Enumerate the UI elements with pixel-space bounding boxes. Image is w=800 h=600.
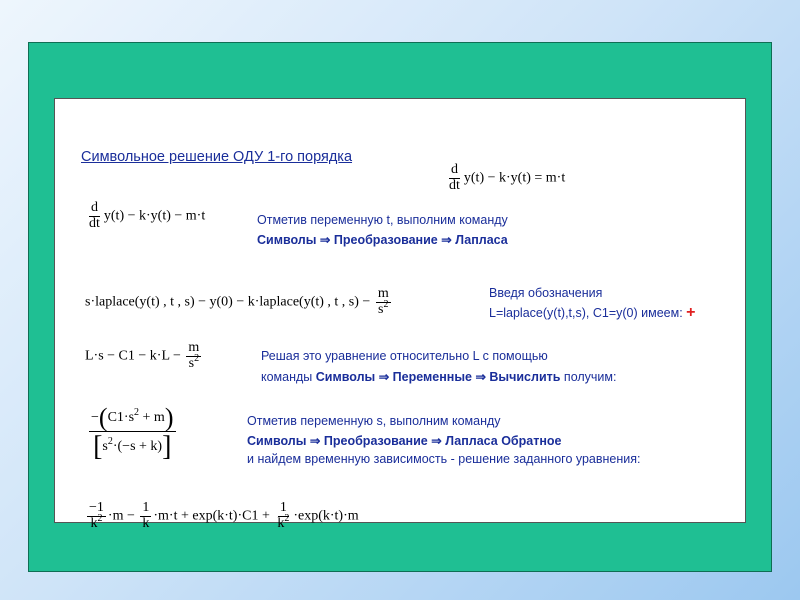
row4-equation: $\frac{-(C1\cdot s^2 + m)}{[s^2\cdot(-s + k)]}$ bbox=[91, 403, 174, 463]
worksheet-title: Символьное решение ОДУ 1-го порядка bbox=[81, 149, 353, 165]
row5-equation: $\frac{-1}{k^2}$ ·m − $\frac{1}{k}$ ·m·t + exp(k·t)·C1 + $\frac{1}{k^2}$ ·exp(k·t)·m bbox=[89, 500, 359, 531]
row2-text2: L=laplace(y(t),t,s), C1=y(0) имеем: + bbox=[489, 304, 696, 321]
mathcad-worksheet bbox=[54, 98, 746, 531]
row3-equation: L·s − C1 − k·L − $\frac{m}{s^2}$ bbox=[85, 340, 200, 371]
slide-frame bbox=[28, 42, 772, 572]
row4-text1: Отметив переменную s, выполним команду bbox=[247, 414, 501, 428]
row1-command: Символы ⇒ Преобразование ⇒ Лапласа bbox=[257, 233, 508, 247]
row2-text1: Введя обозначения bbox=[489, 286, 603, 300]
derivative-fraction: $\frac{d}{dt}$ bbox=[449, 162, 460, 193]
row1-equation: $\frac{d}{dt}$ y(t) − k·y(t) − m·t bbox=[89, 200, 206, 231]
row2-equation: s·laplace(y(t) , t , s) − y(0) − k·laplace(y(t) , t , s) − $\frac{m}{s^2}$ bbox=[85, 286, 389, 317]
row4-text3: и найдем временную зависимость - решение заданного уравнения: bbox=[247, 452, 641, 466]
row3-text2: команды Символы ⇒ Переменные ⇒ Вычислить получим: bbox=[261, 370, 617, 384]
row4-command: Символы ⇒ Преобразование ⇒ Лапласа Обратное bbox=[247, 434, 562, 448]
header-equation: $\frac{d}{dt}$ y(t) − k·y(t) = m·t bbox=[449, 162, 566, 193]
add-plus-icon[interactable]: + bbox=[686, 304, 696, 321]
row3-text1: Решая это уравнение относительно L с помощью bbox=[261, 349, 548, 363]
row1-text: Отметив переменную t, выполним команду bbox=[257, 213, 508, 227]
